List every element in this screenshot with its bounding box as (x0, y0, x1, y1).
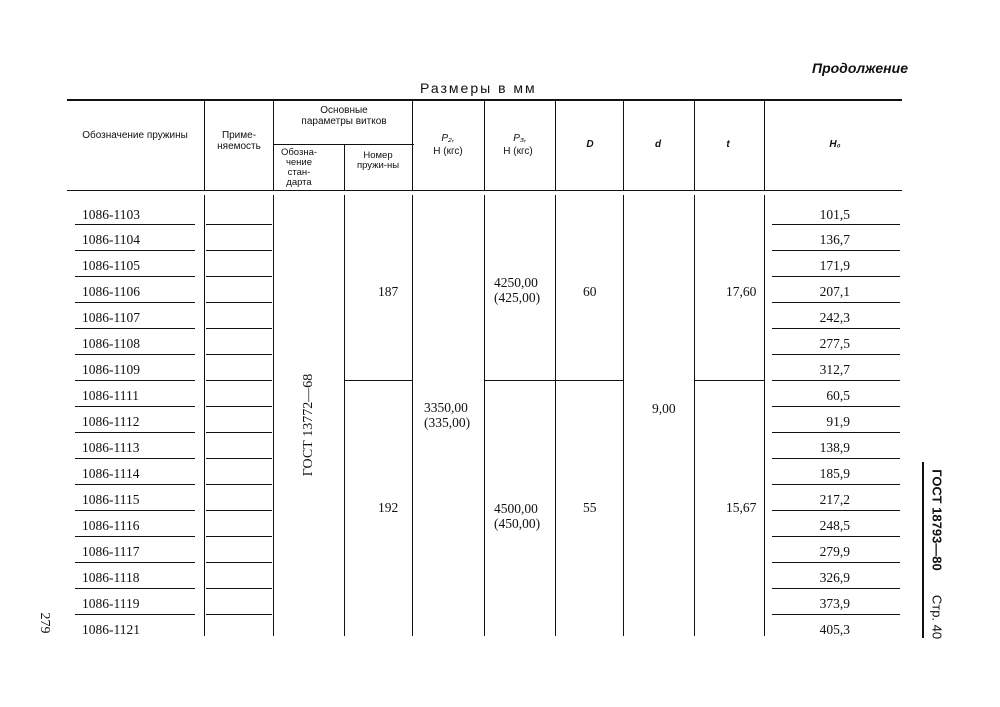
row-line (75, 406, 195, 407)
table-row-code: 1086-1118 (82, 570, 140, 585)
row-line (772, 562, 900, 563)
D-group1: 60 (583, 284, 597, 299)
row-line (772, 614, 900, 615)
header-p2-unit: Н (кгс) (433, 146, 463, 157)
row-line (75, 510, 195, 511)
header-col-line (344, 145, 345, 191)
body-col-line (555, 195, 556, 636)
side-page-label: Стр. 40 (929, 594, 945, 640)
p3-group2: 4500,00 (494, 501, 538, 516)
row-line (75, 224, 195, 225)
table-row-h0: 138,9 (819, 440, 850, 455)
header-col-line (204, 101, 205, 191)
table-row-code: 1086-1111 (82, 388, 139, 403)
side-gost-label: ГОСТ 18793—80 (929, 469, 945, 571)
row-line (206, 510, 272, 511)
row-line (772, 432, 900, 433)
spring-no-group2: 192 (378, 500, 399, 515)
body-col-line (484, 195, 485, 636)
row-line (206, 458, 272, 459)
row-line (772, 458, 900, 459)
table-row-h0: 136,7 (819, 232, 850, 247)
row-line (206, 536, 272, 537)
row-line (75, 614, 195, 615)
row-line (772, 380, 900, 381)
table-row-code: 1086-1105 (82, 258, 140, 273)
table-row-code: 1086-1113 (82, 440, 140, 455)
table-row-h0: 373,9 (819, 596, 850, 611)
table-row-h0: 217,2 (819, 492, 850, 507)
body-col-line (764, 195, 765, 636)
row-line (75, 536, 195, 537)
side-rule (922, 462, 924, 638)
table-row-h0: 405,3 (819, 622, 850, 637)
header-designation: Обозначение пружины (82, 130, 188, 141)
table-row-h0: 91,9 (826, 414, 850, 429)
row-line (772, 276, 900, 277)
table-row-code: 1086-1107 (82, 310, 140, 325)
row-line (75, 250, 195, 251)
standard-designation: ГОСТ 13772—68 (301, 373, 316, 477)
row-line (206, 406, 272, 407)
row-line (75, 484, 195, 485)
row-line (772, 406, 900, 407)
table-row-h0: 60,5 (826, 388, 850, 403)
table-row-code: 1086-1116 (82, 518, 140, 533)
p2-kgs-value: (335,00) (424, 415, 471, 430)
D-group2: 55 (583, 500, 597, 515)
header-col-line (273, 101, 274, 191)
header-col-line (555, 101, 556, 191)
body-col-line (694, 195, 695, 636)
d-value: 9,00 (652, 401, 676, 416)
row-line (206, 484, 272, 485)
p3-kgs-group2: (450,00) (494, 516, 541, 531)
t-group1: 17,60 (726, 284, 757, 299)
row-line (206, 250, 272, 251)
p2-value: 3350,00 (424, 400, 468, 415)
row-line (206, 588, 272, 589)
row-line (772, 484, 900, 485)
p3-group1: 4250,00 (494, 275, 538, 290)
header-p3-unit: Н (кгс) (503, 146, 533, 157)
row-line (75, 380, 195, 381)
table-row-code: 1086-1109 (82, 362, 140, 377)
row-line (772, 302, 900, 303)
row-line (772, 328, 900, 329)
row-line (772, 588, 900, 589)
table-row-h0: 312,7 (819, 362, 850, 377)
row-line (75, 276, 195, 277)
row-line (772, 354, 900, 355)
body-col-line (273, 195, 274, 636)
dimensions-title: Размеры в мм (420, 80, 537, 96)
table-row-h0: 171,9 (819, 258, 850, 273)
row-line (206, 302, 272, 303)
page-number: 279 (37, 612, 52, 634)
row-line (206, 380, 272, 381)
header-main-params: Основные параметры витков (301, 105, 387, 127)
header-col-line (412, 101, 413, 191)
table-row-code: 1086-1121 (82, 622, 140, 637)
header-col-line (764, 101, 765, 191)
row-line (772, 250, 900, 251)
table-row-code: 1086-1114 (82, 466, 140, 481)
group-divider (556, 380, 623, 381)
row-line (75, 562, 195, 563)
body-col-line (623, 195, 624, 636)
table-row-code: 1086-1117 (82, 544, 140, 559)
table-row-code: 1086-1112 (82, 414, 140, 429)
header-col-line (484, 101, 485, 191)
p3-kgs-group1: (425,00) (494, 290, 541, 305)
row-line (75, 458, 195, 459)
group-divider (695, 380, 764, 381)
header-p3-sym: P₃, (513, 133, 527, 144)
header-std-designation: Обозна-чение стан-дарта (280, 147, 318, 188)
row-line (75, 432, 195, 433)
header-spring-no: Номер пружи-ны (356, 150, 400, 171)
row-line (206, 328, 272, 329)
spring-no-group1: 187 (378, 284, 399, 299)
row-line (206, 354, 272, 355)
table-row-h0: 248,5 (819, 518, 850, 533)
table-row-code: 1086-1108 (82, 336, 140, 351)
row-line (75, 302, 195, 303)
table-row-h0: 279,9 (819, 544, 850, 559)
group-divider (345, 380, 412, 381)
header-col-line (694, 101, 695, 191)
body-col-line (412, 195, 413, 636)
row-line (75, 328, 195, 329)
table-row-code: 1086-1119 (82, 596, 140, 611)
header-p2-sym: P₂, (441, 133, 455, 144)
row-line (206, 562, 272, 563)
header-t: t (726, 139, 730, 150)
header-D: D (586, 139, 594, 150)
body-col-line (344, 195, 345, 636)
t-group2: 15,67 (726, 500, 757, 515)
table-row-h0: 185,9 (819, 466, 850, 481)
row-line (206, 432, 272, 433)
row-line (206, 224, 272, 225)
row-line (772, 510, 900, 511)
row-line (206, 276, 272, 277)
header-d: d (654, 139, 662, 150)
row-line (75, 354, 195, 355)
table-row-h0: 326,9 (819, 570, 850, 585)
row-line (206, 614, 272, 615)
body-col-line (204, 195, 205, 636)
table-row-h0: 207,1 (819, 284, 850, 299)
table-row-h0: 277,5 (819, 336, 850, 351)
table-row-code: 1086-1104 (82, 232, 140, 247)
header-H0: H₀ (829, 139, 841, 150)
table-row-code: 1086-1106 (82, 284, 140, 299)
group-divider (485, 380, 555, 381)
table-row-code: 1086-1115 (82, 492, 140, 507)
row-line (75, 588, 195, 589)
table-row-h0: 242,3 (819, 310, 850, 325)
row-line (772, 536, 900, 537)
table-row-h0: 101,5 (819, 207, 850, 222)
continuation-label: Продолжение (812, 60, 908, 76)
table-row-code: 1086-1103 (82, 207, 140, 222)
row-line (772, 224, 900, 225)
header-col-line (623, 101, 624, 191)
header-applicability: Приме-няемость (217, 130, 261, 152)
